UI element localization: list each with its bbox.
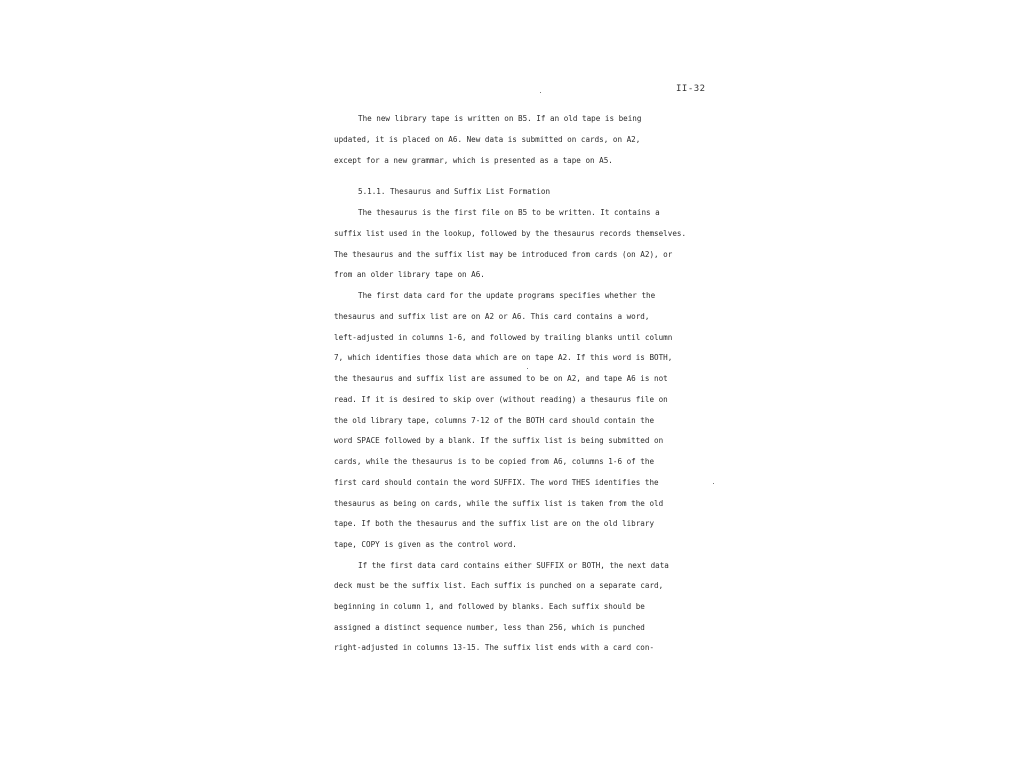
page-number: II-32 (676, 84, 706, 94)
paragraph-line: The first data card for the update programs specifies whether the (358, 291, 656, 300)
paragraph-line: except for a new grammar, which is presented as a tape on A5. (334, 156, 613, 165)
section-heading: 5.1.1. Thesaurus and Suffix List Formation (358, 187, 551, 196)
paragraph-line: suffix list used in the lookup, followed by the thesaurus records themselves. (334, 229, 687, 238)
paragraph-line: updated, it is placed on A6. New data is submitted on cards, on A2, (334, 135, 641, 144)
paragraph-line: tape. If both the thesaurus and the suffix list are on the old library (334, 519, 655, 528)
paragraph-line: The thesaurus is the first file on B5 to be written. It contains a (358, 208, 660, 217)
paragraph-line: first card should contain the word SUFFIX. The word THES identifies the (334, 478, 659, 487)
paragraph-line: 7, which identifies those data which are on tape A2. If this word is BOTH, (334, 353, 673, 362)
paragraph-line: thesaurus as being on cards, while the suffix list is taken from the old (334, 499, 664, 508)
paragraph-line: the old library tape, columns 7-12 of the BOTH card should contain the (334, 416, 655, 425)
paragraph-line: beginning in column 1, and followed by blanks. Each suffix should be (334, 602, 645, 611)
paragraph-line: If the first data card contains either SUFFIX or BOTH, the next data (358, 561, 669, 570)
paragraph-line: right-adjusted in columns 13-15. The suffix list ends with a card con- (334, 643, 655, 652)
paragraph-line: thesaurus and suffix list are on A2 or A6. This card contains a word, (334, 312, 650, 321)
paragraph-line: left-adjusted in columns 1-6, and followed by trailing blanks until column (334, 333, 673, 342)
paragraph-line: tape, COPY is given as the control word. (334, 540, 517, 549)
paragraph-line: assigned a distinct sequence number, less than 256, which is punched (334, 623, 645, 632)
paragraph-line: read. If it is desired to skip over (without reading) a thesaurus file on (334, 395, 668, 404)
paragraph-line: the thesaurus and suffix list are assumed to be on A2, and tape A6 is not (334, 374, 668, 383)
paragraph-line: The thesaurus and the suffix list may be introduced from cards (on A2), or (334, 250, 673, 259)
paragraph-line: cards, while the thesaurus is to be copied from A6, columns 1-6 of the (334, 457, 655, 466)
paragraph-line: The new library tape is written on B5. If an old tape is being (358, 114, 642, 123)
paragraph-line: from an older library tape on A6. (334, 270, 485, 279)
paragraph-line: word SPACE followed by a blank. If the suffix list is being submitted on (334, 436, 664, 445)
paragraph-line: deck must be the suffix list. Each suffix is punched on a separate card, (334, 581, 664, 590)
